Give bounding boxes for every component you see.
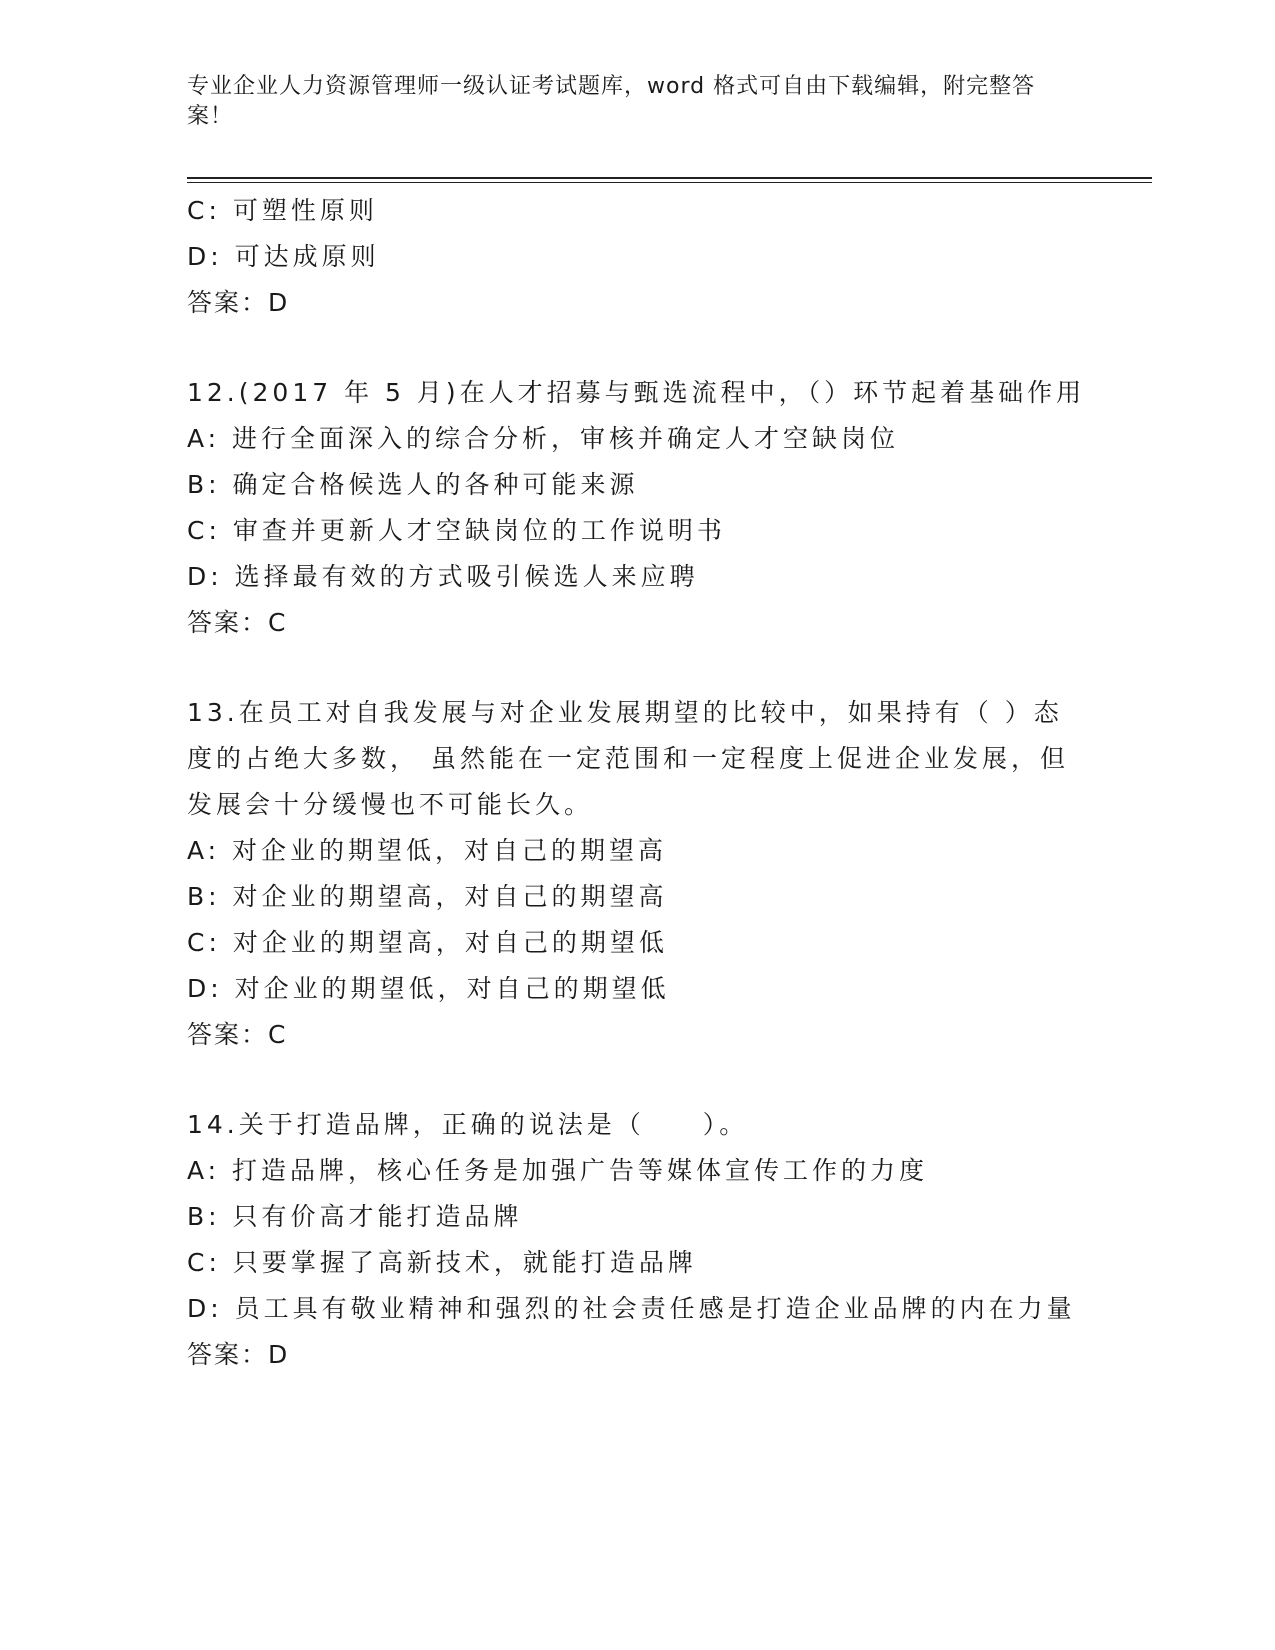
question-stem: 12.(2017 年 5 月)在人才招募与甄选流程中，（）环节起着基础作用 — [187, 378, 1086, 407]
question-stem-line-3: 发展会十分缓慢也不可能长久。 — [187, 790, 594, 819]
answer-line: 答案：D — [187, 1340, 290, 1369]
option-a: A: 打造品牌，核心任务是加强广告等媒体宣传工作的力度 — [187, 1156, 929, 1185]
question-12 — [187, 370, 1087, 646]
option-c: C: 对企业的期望高，对自己的期望低 — [187, 928, 668, 957]
option-b: B: 只有价高才能打造品牌 — [187, 1202, 523, 1231]
header-divider-thin — [187, 182, 1152, 183]
option-a: A: 对企业的期望低，对自己的期望高 — [187, 836, 668, 865]
question-stem-line-1: 13.在员工对自我发展与对企业发展期望的比较中，如果持有（ ）态 — [187, 698, 1063, 727]
option-c: C: 可塑性原则 — [187, 196, 378, 225]
question-content — [187, 188, 1087, 1378]
option-d: D: 选择最有效的方式吸引候选人来应聘 — [187, 562, 699, 591]
option-b: B: 对企业的期望高，对自己的期望高 — [187, 882, 668, 911]
option-b: B: 确定合格候选人的各种可能来源 — [187, 470, 639, 499]
option-d: D: 对企业的期望低，对自己的期望低 — [187, 974, 670, 1003]
question-stem-line-2: 度的占绝大多数， 虽然能在一定范围和一定程度上促进企业发展，但 — [187, 744, 1069, 773]
option-d: D: 可达成原则 — [187, 242, 380, 271]
page-header: 专业企业人力资源管理师一级认证考试题库，word 格式可自由下载编辑，附完整答案！ — [187, 74, 1036, 129]
question-14 — [187, 1102, 1087, 1378]
question-stem: 14.关于打造品牌，正确的说法是（ ）。 — [187, 1110, 749, 1139]
answer-line: 答案：C — [187, 608, 288, 637]
prev-question-tail — [187, 188, 1087, 326]
answer-line: 答案：D — [187, 288, 290, 317]
option-d: D: 员工具有敬业精神和强烈的社会责任感是打造企业品牌的内在力量 — [187, 1294, 1076, 1323]
header-divider-thick — [187, 177, 1152, 179]
option-c: C: 审查并更新人才空缺岗位的工作说明书 — [187, 516, 726, 545]
answer-line: 答案：C — [187, 1020, 288, 1049]
question-13 — [187, 690, 1087, 1058]
option-c: C: 只要掌握了高新技术，就能打造品牌 — [187, 1248, 697, 1277]
option-a: A: 进行全面深入的综合分析，审核并确定人才空缺岗位 — [187, 424, 900, 453]
